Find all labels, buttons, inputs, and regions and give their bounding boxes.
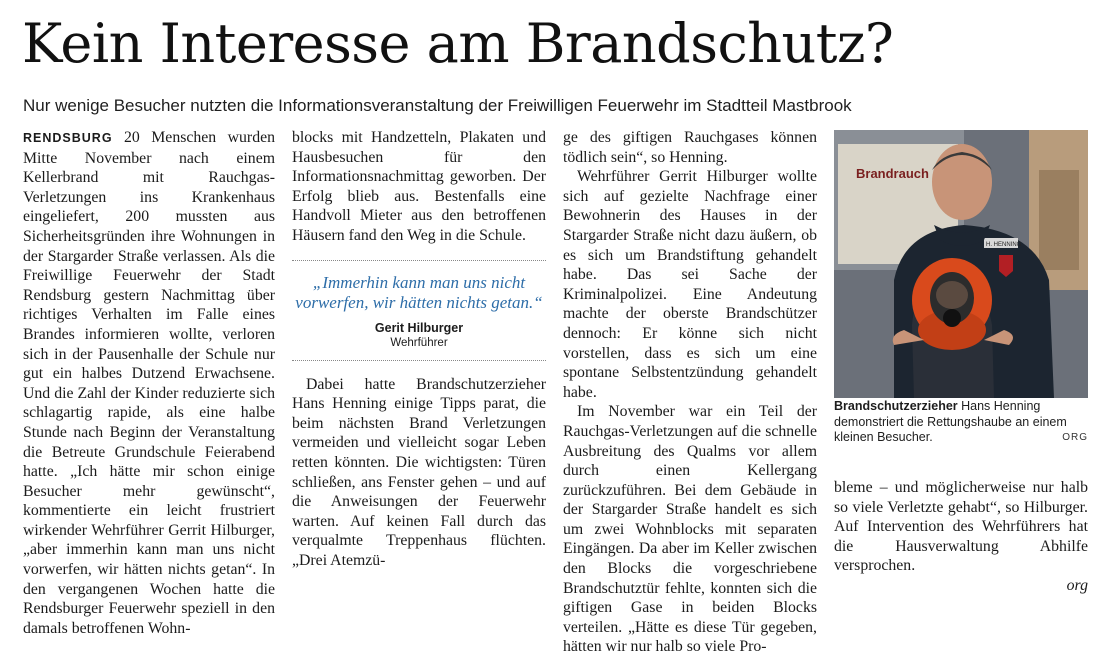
pull-quote-role: Wehrführer: [390, 336, 448, 349]
paragraph: Im November war ein Teil der Rauchgas-Verletzungen auf die schnelle Ausbreitung des Qualms vor allem durch einen Kellergang zurückzuführen. Bei dem Gebäude in der Stargarder Straße handelt es sich um zwei Wohnblocks mit separaten Eingängen. Da aber im Keller zwischen den Blocks die vorgeschriebene Brandschutztür fehlte, konnten sich die giftigen Gase in beiden Blocks verteilen. „Hätte es diese Tür gegeben, hätten wir nur halb so viele Pro-: [563, 403, 817, 656]
photo-caption: [834, 399, 1088, 446]
article-column-2: [292, 128, 546, 571]
dateline: RENDSBURG: [23, 131, 113, 145]
subheadline: Nur wenige Besucher nutzten die Informationsveranstaltung der Freiwilligen Feuerwehr im Stadtteil Mastbrook: [23, 96, 852, 115]
paragraph: [23, 128, 275, 638]
pull-quote: [292, 260, 546, 361]
article-photo: [834, 130, 1088, 398]
caption-lead: Brandschutzerzieher: [834, 399, 958, 413]
headline: Kein Interesse am Brandschutz?: [22, 12, 894, 75]
photo-credit: ORG: [1062, 432, 1088, 443]
paragraph-text: 20 Menschen wurden Mitte November nach einem Kellerbrand mit Rauchgas-Verletzungen ins Krankenhaus eingeliefert, 200 mussten aus Sicherheitsgründen ihre Wohnungen in der Stargarder Straße verlassen. Als die Freiwillige Feuerwehr der Stadt Rendsburg gestern Nachmittag über richtiges Verhalten im Falle eines Brandes informieren wollte, verloren sich in der Pausenhalle der Schule nur gut ein halbes Dutzend Erwachsene. Und die Zahl der Kinder reduzierte sich schlagartig rapide, als eine halbe Stunde nach Beginn der Veranstaltung die Betreute Grundschule Feierabend hatte. „Ich hätte mir schon einige Besucher mehr gewünscht“, kommentierte ein leicht frustriert wirkender Wehrführer Gerrit Hilburger, „aber immerhin kann man uns nicht vorwerfen, wir hätten nichts getan“. In den vergangenen Wochen hatte die Rendsburger Feuerwehr speziell in den damals betroffenen Wohn-: [23, 129, 275, 637]
paragraph: blocks mit Handzetteln, Plakaten und Hausbesuchen für den Informationsnachmittag geworben. Der Erfolg blieb aus. Bestenfalls eine Handvoll Mieter aus den betroffenen Häusern fand den Weg in die Schule.: [292, 129, 546, 244]
paragraph: Dabei hatte Brandschutzerzieher Hans Henning einige Tipps parat, die beim nächsten Brand Verletzungen vermeiden und vielleicht sogar Leben retten könnten. Die wichtigsten: Türen schließen, ans Fenster gehen – und auf die Anweisungen der Feuerwehr warten. Auf keinen Fall durch das verqualmte Treppenhaus flüchten. „Drei Atemzü-: [292, 375, 546, 569]
article-column-1: [23, 128, 275, 638]
article-column-3: [563, 128, 817, 657]
paragraph: bleme – und möglicherweise nur halb so viele Verletzte gehabt“, so Hilburger. Auf Intervention des Wehrführers hat die Hausverwaltung Abhilfe versprochen.: [834, 479, 1088, 575]
pull-quote-text: „Immerhin kann man uns nicht vorwerfen, wir hätten nichts getan.“: [295, 272, 543, 312]
pull-quote-author: Gerit Hilburger: [374, 320, 464, 335]
author-signature: org: [1066, 576, 1088, 594]
photo-badge-name: H. HENNING: [986, 242, 1022, 248]
paragraph: ge des giftigen Rauchgases können tödlich sein“, so Henning.: [563, 129, 817, 166]
photo-illustration: [834, 130, 1088, 398]
caption-text: Hans Henning demonstriert die Rettungshaube an einem kleinen Besucher.: [834, 399, 1067, 444]
article-column-4: [834, 478, 1088, 596]
paragraph: Wehrführer Gerrit Hilburger wollte sich auf gezielte Nachfrage einer Bewohnerin des Hauses in der Stargarder Straße nicht dazu äußern, ob es sich um Brandstiftung gehandelt habe. Das sei Sache der Kriminalpolizei. Eine Andeutung machte der oberste Brandschützer dennoch: Er könne sich nicht vorstellen, dass es sich um eine spontane Selbstentzündung gehandelt habe.: [563, 168, 817, 401]
photo-wall-label: Brandrauch: [856, 166, 929, 181]
